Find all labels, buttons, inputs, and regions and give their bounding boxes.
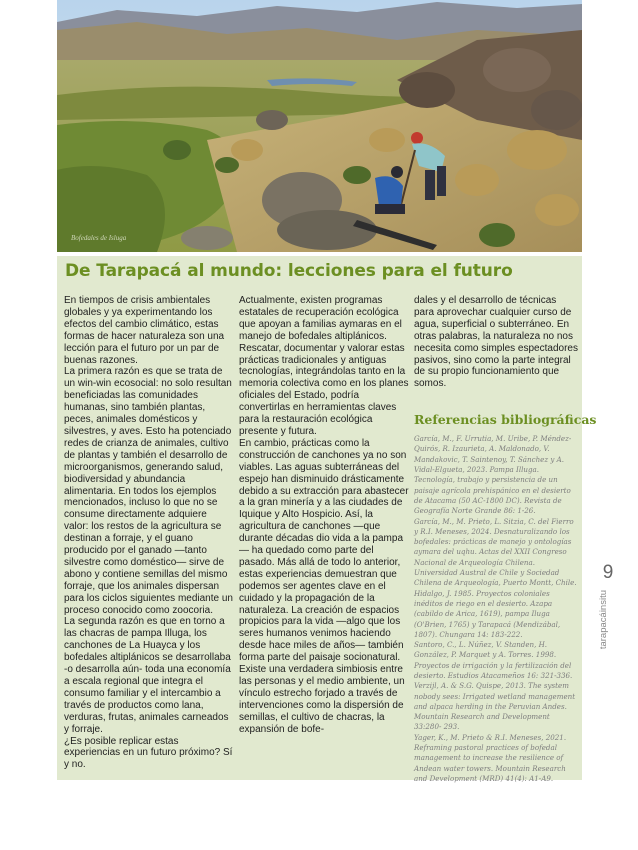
reference-item: Yager, K., M. Prieto & R.I. Meneses, 2021. Reframing pastoral practices of bofedal management to increase the resilience of Andean water towers. Mountain Research and Development (MRD) 41(4): A1-A9. <box>414 732 567 783</box>
paragraph: dales y el desarrollo de técnicas para aprovechar cualquier curso de agua, superficial o subterráneo. En otras palabras, la naturaleza no nos necesita como simples espectadores pasivos, sino como la parte integral de su propio funcionamiento que somos. <box>414 295 578 390</box>
column-1 <box>64 295 234 771</box>
column-3 <box>414 295 597 784</box>
reference-item: Verzijl, A. & S.G. Quispe, 2013. The system nobody sees: Irrigated wetland management and alpaca herding in the Peruvian Andes. Mountain Research and Development 33:280- 293. <box>414 681 576 732</box>
reference-item: Santoro, C., L. Núñez, V. Standen, H. González, P. Marquet y A. Torres. 1998. Proyectos de irrigación y la fertilización del desierto. Estudios Atacameños 16: 321-336. <box>414 640 573 680</box>
page-folio <box>598 562 618 662</box>
photo-caption: Bofedales de Isluga <box>71 234 127 242</box>
reference-item: García, M., F. Urrutia, M. Uribe, P. Méndez-Quirós, R. Izaurieta, A. Maldonado, V. Mandakovic, T. Saintenoy, T. Sánchez y A. Vidal-Elgueta, 2023. Pampa Illuga. Tecnología, trabajo y persistencia de un paisaje agrícola prehispánico en el desierto de Atacama (50 AC-1800 DC). Revista de Geografía Norte Grande 86: 1-26. <box>414 434 572 516</box>
landscape-photo-illustration <box>57 0 582 252</box>
reference-item: Hidalgo, J. 1985. Proyectos coloniales inéditos de riego en el desierto. Azapa (cabildo de Arica, 1619), pampa Iluga (O'Brien, 1765) y Tarapacá (Mendizábal, 1807). Chungara 14: 183-222. <box>414 588 561 639</box>
references-heading: Referencias bibliográficas <box>414 412 597 428</box>
article-panel <box>57 256 597 783</box>
paragraph: La segunda razón es que en torno a las chacras de pampa Illuga, los canchones de La Huayca y los bofedales altiplánicos se desarrollaba -o desarrolla aún- toda una economía a escala regional que integra el consumo familiar y el intercambio a través de productos como lana, verduras, frutas, animales carneados y forraje. <box>64 616 231 735</box>
paragraph: En cambio, prácticas como la construcción de canchones ya no son viables. Las aguas subterráneas del espejo han disminuido drásticamente debido a su extracción para abastecer a la gran minería y a las ciudades de Iquique y Alto Hospicio. Así, la agricultura de canchones —que durante décadas dio vida a la pampa— ha quedado como parte del pasado. Más allá de todo lo anterior, estas experiencias demuestran que podemos ser agentes clave en el cuidado y la propagación de la naturaleza. La creación de espacios propicios para la vida —algo que los seres humanos venimos haciendo desde hace miles de años— también forma parte del paisaje socionatural. Existe una verdadera simbiosis entre las personas y el medio ambiente, un vínculo estrecho forjado a través de intervenciones como la dispersión de semillas, el cultivo de chacras, la expansión de bofe- <box>239 437 409 735</box>
magazine-name: tarapacáinsitu <box>598 590 609 650</box>
paragraph: La primera razón es que se trata de un win-win ecosocial: no solo resultan beneficiadas las comunidades humanas, sino también plantas, peces, animales domésticos y silvestres, y aves. Esto ha potenciado redes de crianza de animales, cultivo de plantas y también el desarrollo de microorganismos, generando salud, biodiversidad y abundancia alimentaria. En todos los ejemplos mencionados, incluso lo que no se consume directamente adquiere valor: los restos de la agricultura se destinan a forraje, y el guano producido por el ganado —tanto silvestre como doméstico— sirve de abono y contiene semillas del mismo forraje, que los animales dispersan para los ciclos siguientes mediante un proceso conocido como zoocoria. <box>64 366 233 616</box>
paragraph: En tiempos de crisis ambientales globales y ya experimentando los efectos del cambio climático, estas formas de hacer naturaleza son una lección para el futuro por un par de buenas razones. <box>64 295 225 366</box>
column-2 <box>239 295 411 736</box>
header-photo <box>57 0 582 252</box>
article-title: De Tarapacá al mundo: lecciones para el futuro <box>65 261 513 281</box>
page-number: 9 <box>602 562 614 583</box>
reference-item: García, M., M. Prieto, L. Sitzia, C. del Fierro y R.I. Meneses, 2024. Desnaturalizando los bofedales: prácticas de manejo y ontologías aymara del uqhu. Actas del XXII Congreso Nacional de Arqueología Chilena. Universidad Austral de Chile y Sociedad Chilena de Arqueología, Puerto Montt, Chile. <box>414 516 577 588</box>
paragraph: Actualmente, existen programas estatales de recuperación ecológica que apoyan a familias aymaras en el manejo de bofedales altiplánicos. Rescatar, documentar y valorar estas prácticas tradicionales y antiguas tecnologías, integrándolas tanto en la memoria colectiva como en los planes oficiales del Estado, podría convertirlas en herramientas claves para la restauración ecológica presente y futura. <box>239 295 409 437</box>
paragraph: ¿Es posible replicar estas experiencias en un futuro próximo? Sí y no. <box>64 735 233 771</box>
